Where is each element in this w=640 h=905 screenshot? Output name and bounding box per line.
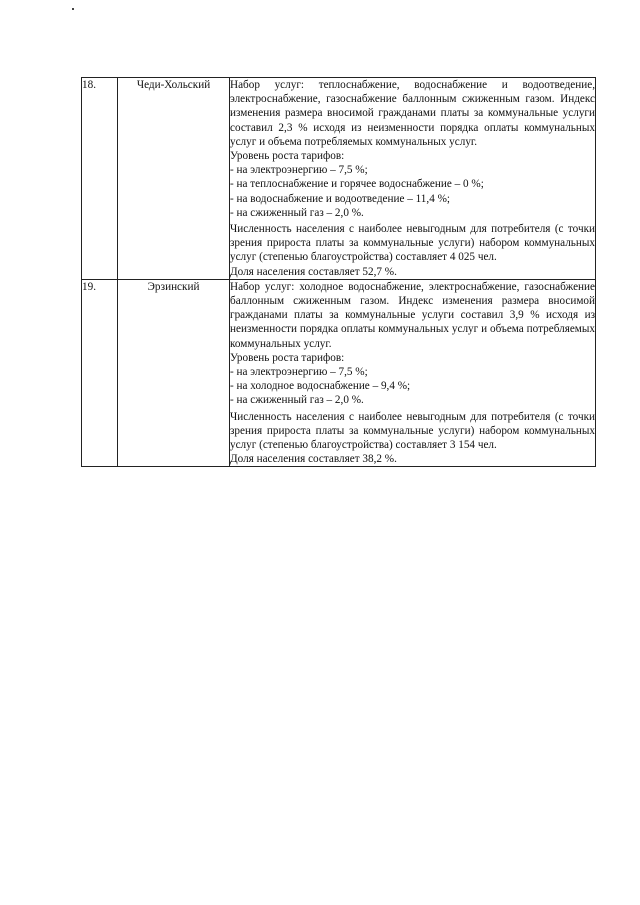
population-paragraph: Численность населения с наиболее невыгодным для потребителя (с точки зрения прироста платы за коммунальные услуги) набором коммунальных услуг (степенью благоустройства) составляет 3 154 чел. [230,410,595,452]
district-name: Чеди-Хольский [118,78,230,280]
tariff-item: - на холодное водоснабжение – 9,4 %; [230,380,411,393]
tariff-item: - на водоснабжение и водоотведение – 11,4 %; [230,192,451,205]
tariff-item: - на сжиженный газ – 2,0 %. [230,206,364,219]
services-paragraph: Набор услуг: теплоснабжение, водоснабжение и водоотведение, электроснабжение, газоснабжение баллонным сжиженным газом. Индекс изменения размера вносимой гражданами платы за коммунальные услуги составил 2,3 % исходя из неизменности порядка оплаты коммунальных услуг и объема потребляемых коммунальных услуг. [230,79,595,148]
population-paragraph: Численность населения с наиболее невыгодным для потребителя (с точки зрения прироста платы за коммунальные услуги) набором коммунальных услуг (степенью благоустройства) составляет 4 025 чел. [230,223,595,264]
scan-speck [72,8,74,10]
table-row [82,279,596,467]
district-description [230,279,596,467]
district-description [230,78,596,280]
tariff-heading: Уровень роста тарифов: [230,150,345,163]
services-paragraph: Набор услуг: холодное водоснабжение, электроснабжение, газоснабжение баллонным сжиженным газом. Индекс изменения размера вносимой гражданами платы за коммунальные услуги составил 3,9 % исходя из неизменности порядка оплаты коммунальных услуг и объема потребляемых коммунальных услуг. [230,280,595,350]
row-number: 18. [82,78,118,280]
district-name: Эрзинский [118,279,230,467]
tariff-item: - на электроэнергию – 7,5 %; [230,164,368,177]
tariff-item: - на сжиженный газ – 2,0 %. [230,394,364,407]
tariff-item: - на электроэнергию – 7,5 %; [230,366,368,379]
population-share: Доля населения составляет 52,7 %. [230,265,397,278]
tariff-heading: Уровень роста тарифов: [230,351,345,364]
row-number: 19. [82,279,118,467]
tariff-item: - на теплоснабжение и горячее водоснабжение – 0 %; [230,178,484,191]
population-share: Доля населения составляет 38,2 %. [230,453,397,466]
table-row [82,78,596,280]
tariff-table [81,77,596,467]
